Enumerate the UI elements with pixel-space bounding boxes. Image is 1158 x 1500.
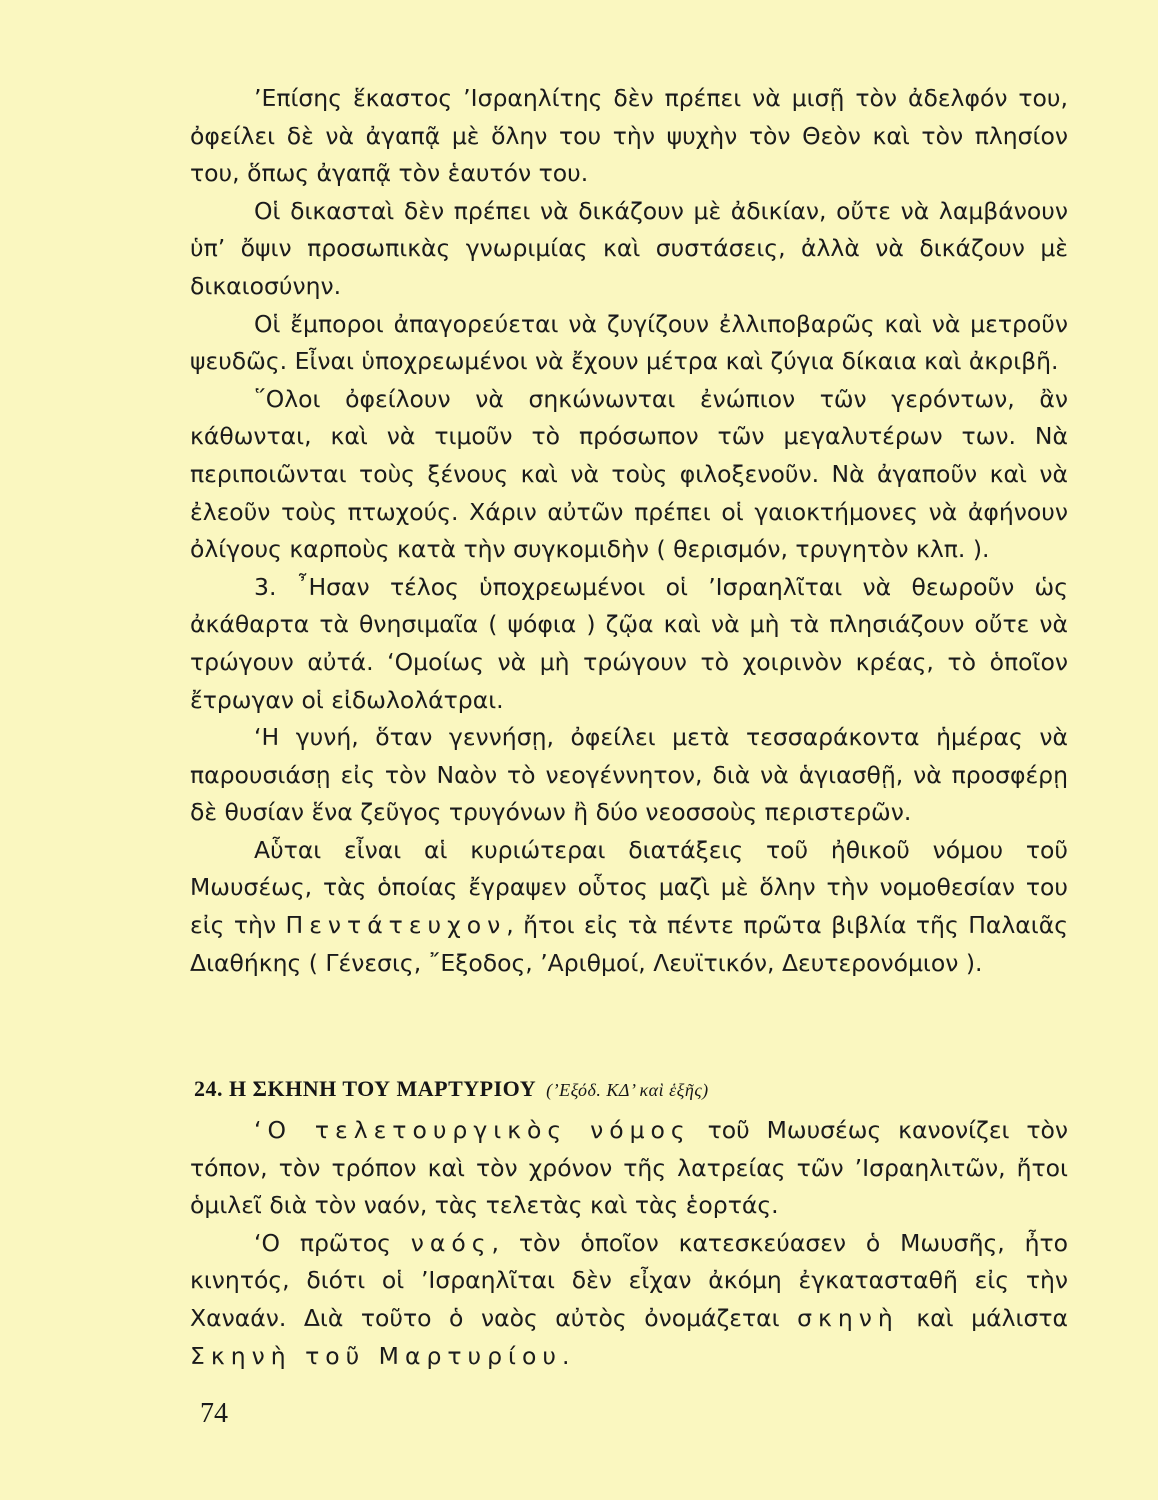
- paragraph-4: ῞Ολοι ὀφείλουν νὰ σηκώνωνται ἐνώπιον τῶν γερόντων, ἂν κάθωνται, καὶ νὰ τιμοῦν τὸ πρόσωπον τῶν μεγαλυτέρων των. Νὰ περιποιῶνται τοὺς ξένους καὶ νὰ τοὺς φιλοξενοῦν. Νὰ ἀγαποῦν καὶ νὰ ἐλεοῦν τοὺς πτωχούς. Χάριν αὐτῶν πρέπει οἱ γαιοκτήμονες νὰ ἀφήνουν ὀλίγους καρποὺς κατὰ τὴν συγκομιδὴν ( θερισμόν, τρυγητὸν κλπ. ).: [190, 384, 1068, 564]
- paragraph-7: [190, 832, 1068, 982]
- section-number: 24.: [194, 1076, 223, 1101]
- upper-text-section: [190, 80, 1068, 982]
- paragraph-7-text-a: Αὗται εἶναι αἱ κυριώτεραι διατάξεις τοῦ ἠθικοῦ νόμου τοῦ Μωυσέως, τὰς ὁποίας ἔγραψεν οὗτος μαζὶ μὲ ὅλην τὴν νομοθεσίαν του εἰς τὴν: [190, 835, 1068, 940]
- paragraph-8: [190, 1112, 1068, 1225]
- paragraph-9-text-d: .: [561, 1341, 570, 1370]
- pentateuch-term: Πεντάτευχον: [285, 911, 507, 940]
- section-heading: [194, 1076, 1054, 1102]
- section-title: Η ΣΚΗΝΗ ΤΟΥ ΜΑΡΤΥΡΙΟΥ: [229, 1076, 537, 1101]
- page-number: 74: [200, 1398, 228, 1429]
- paragraph-9: [190, 1225, 1068, 1375]
- lower-text-section: [190, 1112, 1068, 1375]
- paragraph-7-text-b: , ἤτοι εἰς τὰ πέντε πρῶτα βιβλία τῆς Παλαιᾶς Διαθήκης ( Γένεσις, ῎Εξοδος, ’Αριθμοί, Λευϊτικόν, Δευτερονόμιον ).: [190, 911, 1068, 977]
- paragraph-5: 3. ῏Ησαν τέλος ὑποχρεωμένοι οἱ ’Ισραηλῖται νὰ θεωροῦν ὡς ἀκάθαρτα τὰ θνησιμαῖα ( ψόφια ) ζῷα καὶ νὰ μὴ τὰ πλησιάζουν οὔτε νὰ τρώγουν αὐτά. ‘Ομοίως νὰ μὴ τρώγουν τὸ χοιρινὸν κρέας, τὸ ὁποῖον ἔτρωγαν οἱ εἰδωλολάτραι.: [190, 572, 1068, 714]
- paragraph-9-text-b: , τὸν ὁποῖον κατεσκεύασεν ὁ Μωυσῆς, ἦτο κινητός, διότι οἱ ’Ισραηλῖται δὲν εἶχαν ἀκόμη ἐγκατασταθῆ εἰς τὴν Χαναάν. Διὰ τοῦτο ὁ ναὸς αὐτὸς ὀνομάζεται: [190, 1228, 1068, 1332]
- temple-term: ναός: [410, 1228, 492, 1257]
- paragraph-3: Οἱ ἔμποροι ἀπαγορεύεται νὰ ζυγίζουν ἐλλιποβαρῶς καὶ νὰ μετροῦν ψευδῶς. Εἶναι ὑποχρεωμένοι νὰ ἔχουν μέτρα καὶ ζύγια δίκαια καὶ ἀκριβῆ.: [190, 309, 1068, 376]
- paragraph-6: ‘Η γυνή, ὅταν γεννήσῃ, ὀφείλει μετὰ τεσσαράκοντα ἡμέρας νὰ παρουσιάσῃ εἰς τὸν Ναὸν τὸ νεογέννητον, διὰ νὰ ἁγιασθῇ, νὰ προσφέρῃ δὲ θυσίαν ἕνα ζεῦγος τρυγόνων ἢ δύο νεοσσοὺς περιστερῶν.: [190, 723, 1068, 827]
- tabernacle-term: Σκηνὴ τοῦ Μαρτυρίου: [190, 1341, 562, 1370]
- tent-term: σκηνὴ: [797, 1303, 899, 1332]
- ceremonial-law-term: ‘Ο τελετουργικὸς νόμος: [254, 1116, 691, 1144]
- paragraph-8-text: τοῦ Μωυσέως κανονίζει τὸν τόπον, τὸν τρόπον καὶ τὸν χρόνον τῆς λατρείας τῶν ’Ισραηλιτῶν, ἤτοι ὁμιλεῖ διὰ τὸν ναόν, τὰς τελετὰς καὶ τὰς ἑορτάς.: [190, 1116, 1068, 1220]
- paragraph-1: ’Επίσης ἕκαστος ’Ισραηλίτης δὲν πρέπει νὰ μισῇ τὸν ἀδελφόν του, ὀφείλει δὲ νὰ ἀγαπᾷ μὲ ὅλην του τὴν ψυχὴν τὸν Θεὸν καὶ τὸν πλησίον του, ὅπως ἀγαπᾷ τὸν ἑαυτόν του.: [190, 84, 1068, 188]
- section-reference: (’Εξόδ. ΚΔ’ καὶ ἑξῆς): [546, 1080, 709, 1100]
- paragraph-9-text-a: ‘Ο πρῶτος: [254, 1228, 411, 1257]
- paragraph-9-text-c: καὶ μάλιστα: [898, 1303, 1068, 1332]
- paragraph-2: Οἱ δικασταὶ δὲν πρέπει νὰ δικάζουν μὲ ἀδικίαν, οὔτε νὰ λαμβάνουν ὑπ’ ὄψιν προσωπικὰς γνωριμίας καὶ συστάσεις, ἀλλὰ νὰ δικάζουν μὲ δικαιοσύνην.: [190, 196, 1068, 300]
